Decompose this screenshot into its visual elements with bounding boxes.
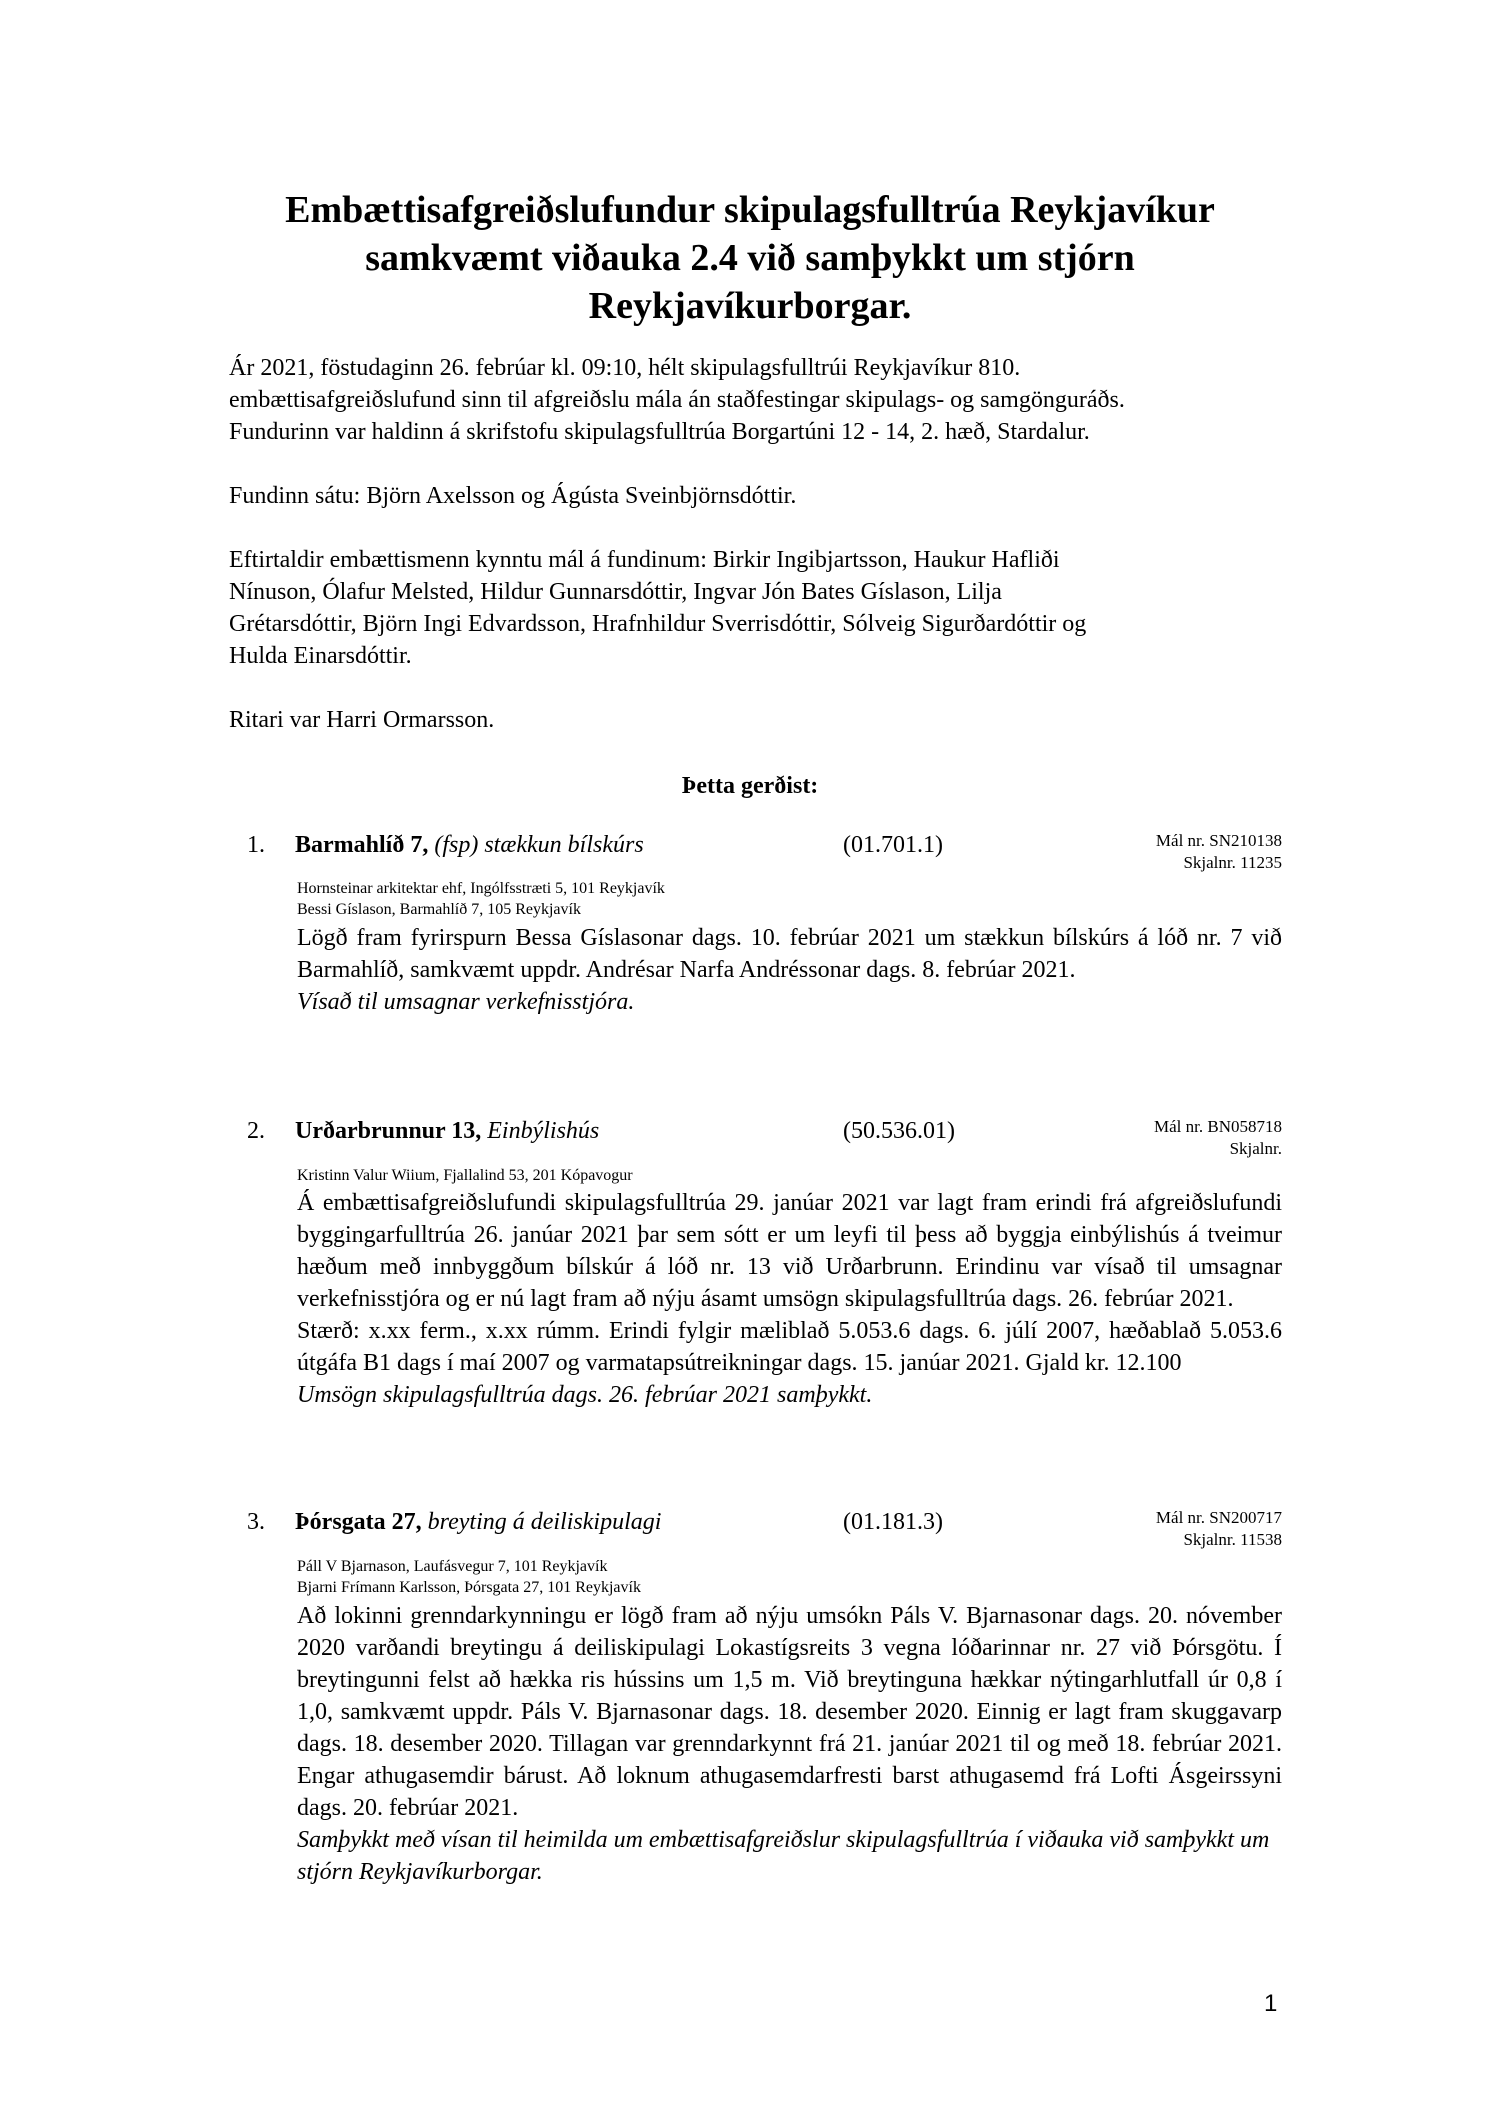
case-number: Mál nr. BN058718 — [1154, 1117, 1282, 1136]
item-text: Lögð fram fyrirspurn Bessa Gíslasonar dags. 10. febrúar 2021 um stækkun bílskúrs á lóð nr. 7 við Barmahlíð, samkvæmt uppdr. Andrésar Narfa Andréssonar dags. 8. febrúar 2021. — [297, 925, 1282, 983]
item-land-code: (01.701.1) — [843, 832, 943, 858]
item-title — [295, 1509, 661, 1536]
item-case-numbers — [1154, 1116, 1282, 1160]
item-number: 1. — [247, 832, 265, 858]
secretary-paragraph — [229, 704, 1289, 736]
intro-line-1: Ár 2021, föstudaginn 26. febrúar kl. 09:10, hélt skipulagsfulltrúi Reykjavíkur 810. — [229, 355, 1021, 381]
officials-line-3: Grétarsdóttir, Björn Ingi Edvardsson, Hrafnhildur Sverrisdóttir, Sólveig Sigurðardóttir og — [229, 611, 1087, 637]
item-title — [295, 832, 644, 859]
item-text-2: Stærð: x.xx ferm., x.xx rúmm. Erindi fylgir mæliblað 5.053.6 dags. 6. júlí 2007, hæðablað 5.053.6 útgáfa B1 dags í maí 2007 og varmatapsútreikningar dags. 15. janúar 2021. Gjald kr. 12.100 — [297, 1318, 1282, 1376]
item-title — [295, 1118, 599, 1145]
item-address: Barmahlíð 7, — [295, 832, 429, 858]
item-subject: (fsp) stækkun bílskúrs — [434, 832, 644, 858]
secretary-line: Ritari var Harri Ormarsson. — [229, 707, 495, 733]
document-number: Skjalnr. 11235 — [1183, 853, 1282, 872]
item-result: Umsögn skipulagsfulltrúa dags. 26. febrúar 2021 samþykkt. — [297, 1382, 873, 1408]
applicant: Kristinn Valur Wiium, Fjallalind 53, 201 Kópavogur — [297, 1167, 633, 1184]
item-text: Á embættisafgreiðslufundi skipulagsfulltrúa 29. janúar 2021 var lagt fram erindi frá afgreiðslufundi byggingarfulltrúa 26. janúar 2021 þar sem sótt er um leyfi til þess að byggja einbýlishús á tveimur hæðum með innbyggðum bílskúr á lóð nr. 13 við Urðarbrunn. Erindinu var vísað til umsagnar verkefnisstjóra og er nú lagt fram að nýju ásamt umsögn skipulagsfulltrúa dags. 26. febrúar 2021. — [297, 1190, 1282, 1312]
case-number: Mál nr. SN210138 — [1155, 831, 1282, 850]
item-address: Þórsgata 27, — [295, 1509, 422, 1535]
item-number: 2. — [247, 1118, 265, 1144]
item-result: Samþykkt með vísan til heimilda um embættisafgreiðslur skipulagsfulltrúa í viðauka við samþykkt um stjórn Reykjavíkurborgar. — [297, 1827, 1270, 1885]
attendees-line: Fundinn sátu: Björn Axelsson og Ágústa Sveinbjörnsdóttir. — [229, 483, 797, 509]
item-subject: breyting á deiliskipulagi — [427, 1509, 662, 1535]
item-case-numbers — [1156, 1507, 1282, 1551]
attendees-paragraph — [229, 480, 1289, 512]
item-body — [297, 1187, 1282, 1411]
document-title — [200, 186, 1300, 330]
page-number: 1 — [1264, 1990, 1278, 2017]
item-result: Vísað til umsagnar verkefnisstjóra. — [297, 989, 635, 1015]
officials-line-4: Hulda Einarsdóttir. — [229, 643, 412, 669]
applicant: Páll V Bjarnason, Laufásvegur 7, 101 Reykjavík — [297, 1558, 608, 1575]
item-land-code: (50.536.01) — [843, 1118, 955, 1144]
item-body — [297, 922, 1282, 1018]
intro-paragraph — [229, 352, 1289, 448]
item-subject: Einbýlishús — [487, 1118, 600, 1144]
item-land-code: (01.181.3) — [843, 1509, 943, 1535]
item-body — [297, 1600, 1282, 1888]
item-text: Að lokinni grenndarkynningu er lögð fram að nýju umsókn Páls V. Bjarnasonar dags. 20. nóvember 2020 varðandi breytingu á deiliskipulagi Lokastígsreits 3 vegna lóðarinnar nr. 27 við Þórsgötu. Í breytingunni felst að hækka ris hússins um 1,5 m. Við breytinguna hækkar nýtingarhlutfall úr 0,8 í 1,0, samkvæmt uppdr. Páls V. Bjarnasonar dags. 18. desember 2020. Einnig er lagt fram skuggavarp dags. 18. desember 2020. Tillagan var grenndarkynnt frá 21. janúar 2021 til og með 18. febrúar 2021. Engar athugasemdir bárust. Að loknum athugasemdarfresti barst athugasemd frá Lofti Ásgeirssyni dags. 20. febrúar 2021. — [297, 1603, 1282, 1821]
document-number: Skjalnr. 11538 — [1183, 1530, 1282, 1549]
item-number: 3. — [247, 1509, 265, 1535]
item-case-numbers — [1156, 830, 1282, 874]
title-line-2: samkvæmt viðauka 2.4 við samþykkt um stjórn — [365, 237, 1135, 279]
title-line-3: Reykjavíkurborgar. — [588, 285, 912, 327]
officials-paragraph — [229, 544, 1289, 672]
officials-line-1: Eftirtaldir embættismenn kynntu mál á fundinum: Birkir Ingibjartsson, Haukur Hafliði — [229, 547, 1060, 573]
applicant: Bjarni Frímann Karlsson, Þórsgata 27, 101 Reykjavík — [297, 1579, 641, 1596]
applicant: Hornsteinar arkitektar ehf, Ingólfsstræti 5, 101 Reykjavík — [297, 880, 665, 897]
officials-line-2: Nínuson, Ólafur Melsted, Hildur Gunnarsdóttir, Ingvar Jón Bates Gíslason, Lilja — [229, 579, 1002, 605]
case-number: Mál nr. SN200717 — [1155, 1508, 1282, 1527]
item-address: Urðarbrunnur 13, — [295, 1118, 482, 1144]
section-heading: Þetta gerðist: — [681, 773, 819, 799]
title-line-1: Embættisafgreiðslufundur skipulagsfulltrúa Reykjavíkur — [285, 189, 1215, 231]
intro-line-3: Fundurinn var haldinn á skrifstofu skipulagsfulltrúa Borgartúni 12 - 14, 2. hæð, Stardalur. — [229, 419, 1090, 445]
intro-line-2: embættisafgreiðslufund sinn til afgreiðslu mála án staðfestingar skipulags- og samgönguráðs. — [229, 387, 1125, 413]
document-number: Skjalnr. — [1229, 1139, 1282, 1158]
applicant: Bessi Gíslason, Barmahlíð 7, 105 Reykjavík — [297, 901, 581, 918]
